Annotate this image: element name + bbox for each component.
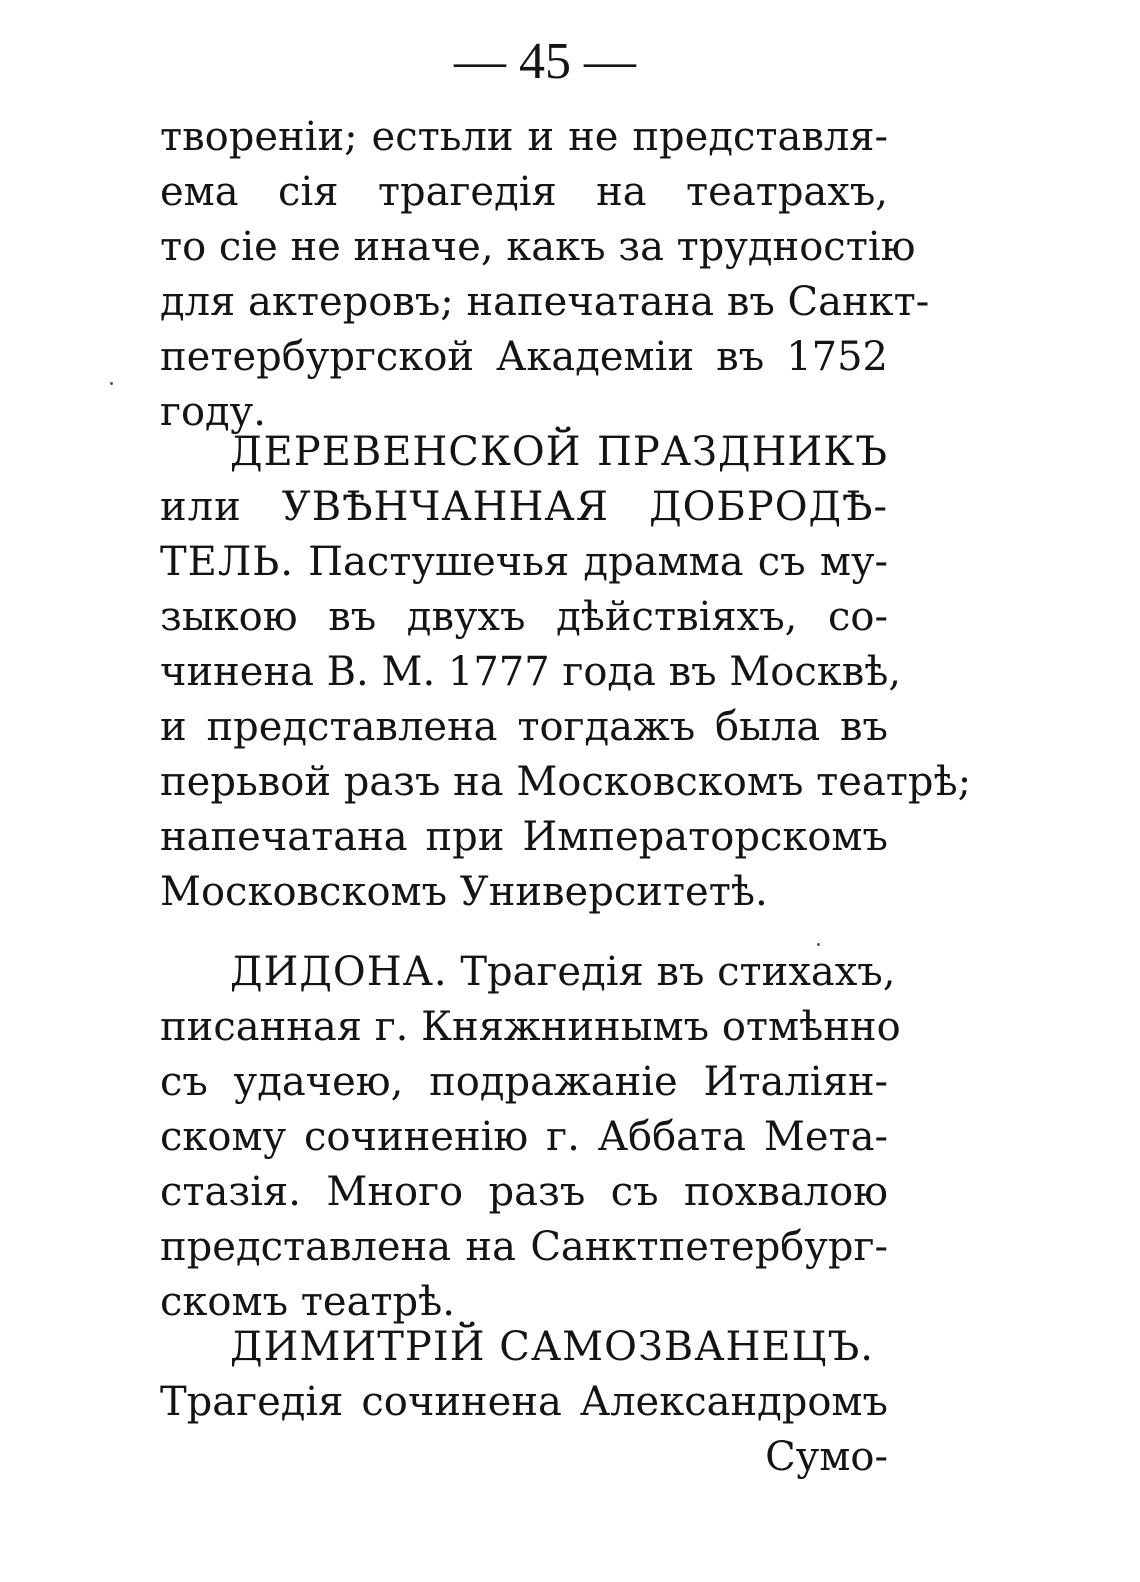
text-line: творенiи; естьли и не представля- — [160, 114, 888, 160]
text-line: ема сiя трагедiя на театрахъ, — [160, 169, 888, 215]
entry-title: ДЕРЕВЕНСКОЙ ПРАЗДНИКЪ — [230, 429, 888, 475]
scan-speck — [817, 943, 820, 946]
text-fragment: Пастушечья драмма съ му- — [293, 539, 888, 585]
page-number: — 45 — — [454, 33, 636, 90]
text-line: напечатана при Императорскомъ — [160, 814, 888, 860]
text-line: чинена В. М. 1777 года въ Москвѣ, — [160, 649, 902, 695]
text-line: скому сочиненiю г. Аббата Мета- — [160, 1114, 888, 1160]
text-line: стазiя. Много разъ съ похвалою — [160, 1169, 888, 1215]
catchword: Сумо- — [765, 1434, 888, 1480]
text-line: писанная г. Княжнинымъ отмѣнно — [160, 1004, 901, 1050]
text-line: Московскомъ Университетѣ. — [160, 869, 768, 915]
text-line: Трагедiя сочинена Александромъ — [160, 1379, 888, 1425]
text-fragment: Трагедiя въ стихахъ, — [447, 949, 896, 995]
entry-title: ДИМИТРIЙ САМОЗВАНЕЦЪ. — [230, 1324, 874, 1370]
entry-title: ТЕЛЬ. — [160, 539, 294, 585]
text-line: для актеровъ; напечатана въ Санкт- — [160, 279, 930, 325]
text-line — [160, 535, 888, 590]
text-line: году. — [160, 389, 266, 435]
text-line: представлена на Санктпетербург- — [160, 1224, 888, 1270]
text-line: и представлена тогдажъ была въ — [160, 704, 888, 750]
text-line: то сiе не иначе, какъ за трудностiю — [160, 224, 916, 270]
entry-continuation — [160, 110, 930, 440]
scan-speck — [110, 382, 113, 385]
text-line: скомъ театрѣ. — [160, 1279, 455, 1325]
entry-title: или УВѢНЧАННАЯ ДОБРОДѢ- — [160, 484, 888, 530]
entry-derevenskoy-prazdnik — [160, 425, 972, 920]
entry-didona — [160, 945, 901, 1330]
text-line: зыкою въ двухъ дѣйствiяхъ, со- — [160, 594, 888, 640]
text-line: съ удачею, подражанiе Италiян- — [160, 1059, 888, 1105]
text-line: петербургской Академiи въ 1752 — [160, 334, 888, 380]
entry-dimitriy-samozvanets — [160, 1320, 888, 1485]
text-line — [160, 945, 896, 1000]
text-line: перьвой разъ на Московскомъ театрѣ; — [160, 759, 972, 805]
entry-title: ДИДОНА. — [230, 949, 448, 995]
